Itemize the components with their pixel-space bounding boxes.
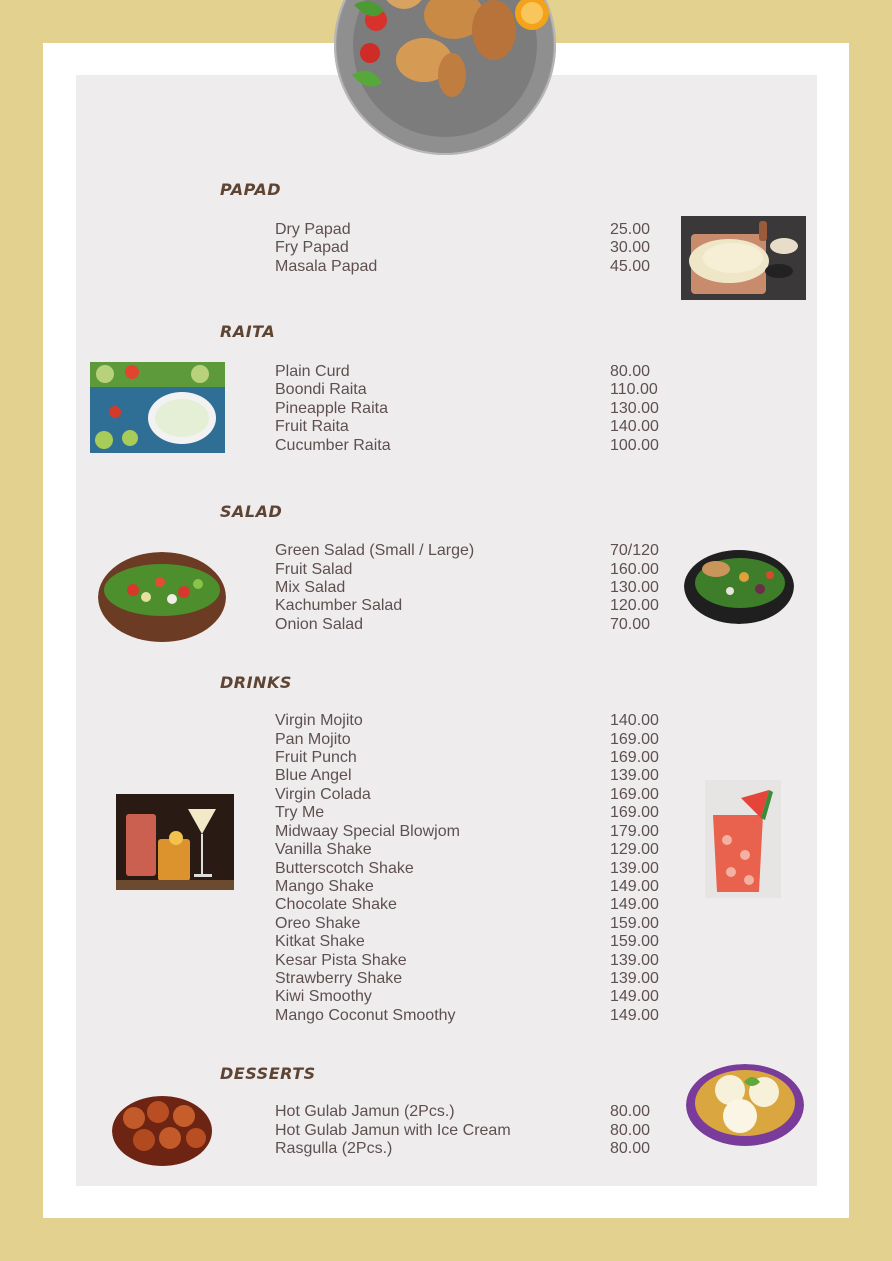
menu-item-name: Fruit Raita <box>275 418 349 435</box>
section-heading-papad: PAPAD <box>220 180 282 199</box>
watermelon-drink-image <box>705 780 781 898</box>
menu-item-price: 169.00 <box>610 731 659 748</box>
menu-item-name: Onion Salad <box>275 616 364 633</box>
menu-item-name: Mango Coconut Smoothy <box>275 1007 456 1024</box>
menu-item-price: 169.00 <box>610 749 659 766</box>
raita-image <box>90 362 225 453</box>
menu-item-name: Hot Gulab Jamun with Ice Cream <box>275 1122 511 1139</box>
menu-item-name: Fry Papad <box>275 239 349 256</box>
menu-item-name: Kesar Pista Shake <box>275 952 407 969</box>
menu-item-price: 80.00 <box>610 1122 651 1139</box>
menu-item-price: 149.00 <box>610 896 659 913</box>
menu-item-price: 140.00 <box>610 712 659 729</box>
menu-item-name: Green Salad (Small / Large) <box>275 542 475 559</box>
papad-image <box>681 216 806 300</box>
section-heading-raita: RAITA <box>220 322 276 341</box>
menu-item-price: 149.00 <box>610 878 659 895</box>
menu-item-price: 120.00 <box>610 597 659 614</box>
menu-item-price: 45.00 <box>610 258 651 275</box>
menu-item-name: Dry Papad <box>275 221 351 238</box>
menu-item-price: 169.00 <box>610 786 659 803</box>
menu-item-name: Try Me <box>275 804 325 821</box>
menu-item-price: 130.00 <box>610 400 659 417</box>
menu-item-name: Oreo Shake <box>275 915 361 932</box>
menu-item-price: 159.00 <box>610 933 659 950</box>
menu-item-price: 70.00 <box>610 616 651 633</box>
menu-item-name: Boondi Raita <box>275 381 367 398</box>
menu-item-name: Kitkat Shake <box>275 933 365 950</box>
menu-item-name: Blue Angel <box>275 767 352 784</box>
menu-item-price: 149.00 <box>610 988 659 1005</box>
menu-item-price: 25.00 <box>610 221 651 238</box>
menu-item-price: 139.00 <box>610 952 659 969</box>
menu-item-price: 149.00 <box>610 1007 659 1024</box>
menu-item-price: 129.00 <box>610 841 659 858</box>
section-heading-salad: SALAD <box>220 502 283 521</box>
salad-bowl-image <box>98 552 226 643</box>
menu-item-name: Midwaay Special Blowjom <box>275 823 460 840</box>
rasgulla-bowl-image <box>686 1064 804 1146</box>
menu-item-name: Pineapple Raita <box>275 400 388 417</box>
menu-item-price: 80.00 <box>610 1140 651 1157</box>
menu-item-price: 140.00 <box>610 418 659 435</box>
menu-item-name: Mix Salad <box>275 579 346 596</box>
menu-item-name: Pan Mojito <box>275 731 351 748</box>
menu-item-price: 130.00 <box>610 579 659 596</box>
menu-item-name: Kachumber Salad <box>275 597 403 614</box>
menu-item-name: Virgin Mojito <box>275 712 363 729</box>
menu-item-name: Vanilla Shake <box>275 841 372 858</box>
menu-item-name: Fruit Punch <box>275 749 357 766</box>
menu-item-price: 70/120 <box>610 542 659 559</box>
menu-item-name: Strawberry Shake <box>275 970 403 987</box>
menu-item-name: Chocolate Shake <box>275 896 397 913</box>
mocktail-drinks-image <box>116 794 234 890</box>
menu-item-price: 80.00 <box>610 363 651 380</box>
menu-item-price: 80.00 <box>610 1103 651 1120</box>
menu-item-price: 30.00 <box>610 239 651 256</box>
menu-item-name: Cucumber Raita <box>275 437 391 454</box>
menu-item-name: Masala Papad <box>275 258 378 275</box>
section-heading-desserts: DESSERTS <box>220 1064 316 1083</box>
menu-item-name: Rasgulla (2Pcs.) <box>275 1140 393 1157</box>
menu-item-name: Fruit Salad <box>275 561 353 578</box>
menu-item-price: 100.00 <box>610 437 659 454</box>
menu-item-name: Hot Gulab Jamun (2Pcs.) <box>275 1103 455 1120</box>
menu-item-name: Plain Curd <box>275 363 350 380</box>
menu-item-name: Kiwi Smoothy <box>275 988 372 1005</box>
menu-item-price: 159.00 <box>610 915 659 932</box>
menu-item-name: Virgin Colada <box>275 786 371 803</box>
menu-item-price: 139.00 <box>610 860 659 877</box>
menu-item-price: 139.00 <box>610 767 659 784</box>
menu-item-price: 160.00 <box>610 561 659 578</box>
menu-item-price: 139.00 <box>610 970 659 987</box>
gulab-jamun-image <box>112 1096 213 1166</box>
menu-item-price: 110.00 <box>610 381 658 398</box>
mixed-salad-pan-image <box>684 547 794 624</box>
menu-item-price: 179.00 <box>610 823 659 840</box>
section-heading-drinks: DRINKS <box>220 673 292 692</box>
menu-item-price: 169.00 <box>610 804 659 821</box>
menu-item-name: Mango Shake <box>275 878 374 895</box>
menu-item-name: Butterscotch Shake <box>275 860 414 877</box>
